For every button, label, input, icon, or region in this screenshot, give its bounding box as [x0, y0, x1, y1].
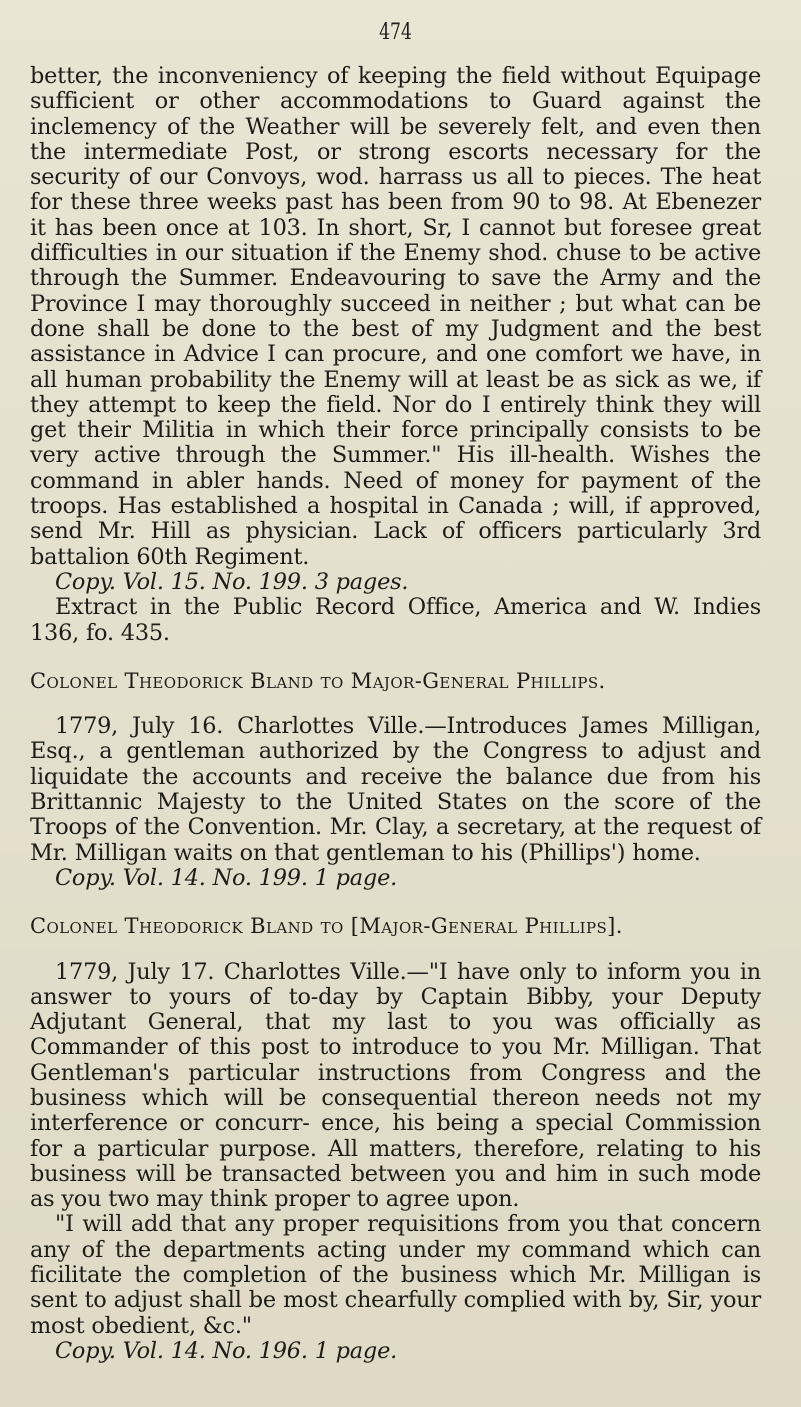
letter-body-closing: "I will add that any proper requisitions from you that concern any of the departments acting under my command which can ficilitate the completion of the business which Mr. Milligan is sent to adjust shall be most chearfully complied with by, Sir, your most obedient, &c." [30, 1211, 761, 1339]
copy-label: Copy. [55, 1337, 116, 1364]
document-body [30, 64, 761, 1364]
paragraph-continuation: better, the inconveniency of keeping the field without Equipage sufficient or other accommodations to Guard against the inclemency of the Weather will be severely felt, and even then the intermediate Post, or strong escorts necessary for the security of our Convoys, wod. harrass us all to pieces. The heat for these three weeks past has been from 90 to 98. At Ebenezer it has been once at 103. In short, Sr, I cannot but foresee great difficulties in our situation if the Enemy shod. chuse to be active through the Summer. Endeavouring to save the Army and the Province I may thoroughly succeed in neither ; but what can be done shall be done to the best of my Judgment and the best assistance in Advice I can procure, and one comfort we have, in all human probability the Enemy will at least be as sick as we, if they attempt to keep the field. Nor do I entirely think they will get their Militia in which their force principally consists to be very active through the Summer." His ill-health. Wishes the command in abler hands. Need of money for payment of the troops. Has established a hospital in Canada ; will, if approved, send Mr. Hill as physician. Lack of officers particularly 3rd battalion 60th Regiment. [30, 63, 761, 570]
source-reference-2 [30, 866, 761, 891]
volume-label: Vol. 14. [122, 864, 206, 891]
letter-body: 1779, July 17. Charlottes Ville.—"I have only to inform you in answer to yours of to-day by Captain Bibby, your Deputy Adjutant General, that my last to you was officially as Commander of this post to introduce to you Mr. Milligan. That Gentleman's particular instructions from Congress and the business which will be consequential thereon needs not my interference or concurr- ence, his being a special Commission for a particular purpose. All matters, therefore, relating to his business will be transacted between you and him in such mode as you two may think proper to agree upon. [30, 958, 761, 1213]
source-reference-3 [30, 1339, 761, 1364]
volume-label: Vol. 14. [122, 1337, 206, 1364]
copy-label: Copy. [55, 864, 116, 891]
number-label: No. 196. [212, 1337, 308, 1364]
source-reference-1 [30, 570, 761, 595]
number-label: No. 199. [212, 864, 308, 891]
copy-label: Copy. [55, 568, 116, 595]
letter-summary: 1779, July 16. Charlottes Ville.—Introduces James Milligan, Esq., a gentleman authorized by the Congress to adjust and liquidate the accounts and receive the balance due from his Brittannic Majesty to the United States on the score of the Troops of the Convention. Mr. Clay, a secretary, at the request of Mr. Milligan waits on that gentleman to his (Phillips') home. [30, 713, 761, 866]
letter-heading: Colonel Theodorick Bland to [Major-General Phillips]. [30, 914, 623, 939]
pages-label: 3 pages. [314, 568, 409, 595]
number-label: No. 199. [212, 568, 308, 595]
letter-heading: Colonel Theodorick Bland to Major-General Phillips. [30, 668, 606, 693]
page-number: 474 [379, 20, 412, 45]
pages-label: 1 page. [314, 864, 398, 891]
pages-label: 1 page. [314, 1337, 398, 1364]
volume-label: Vol. 15. [122, 568, 206, 595]
extract-note: Extract in the Public Record Office, America and W. Indies 136, fo. 435. [30, 594, 761, 646]
